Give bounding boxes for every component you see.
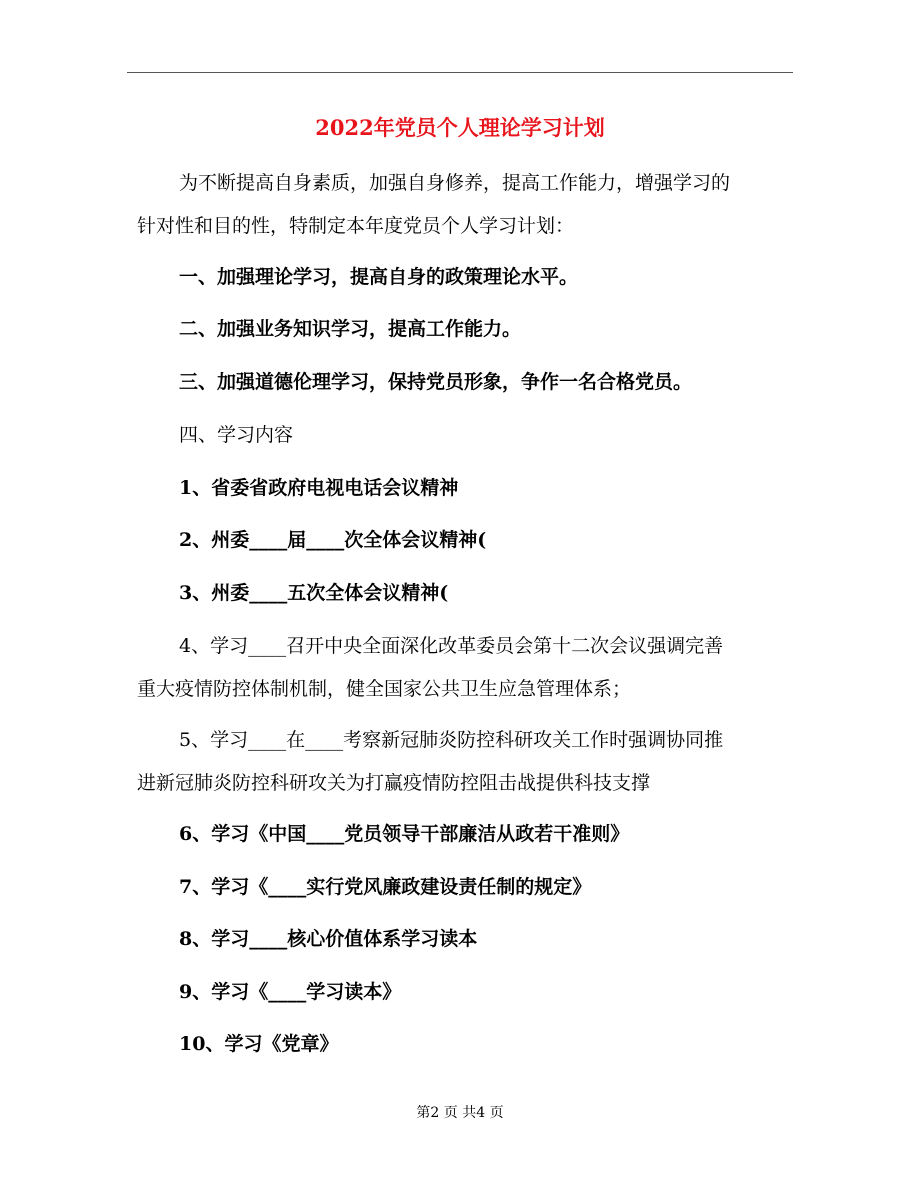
section-heading-4: 四、学习内容 <box>179 424 294 446</box>
list-item-5-line-1: 5、学习____在____考察新冠肺炎防控科研攻关工作时强调协同推 <box>179 729 724 751</box>
list-item-7: 7、学习《____实行党风廉政建设责任制的规定》 <box>179 876 592 898</box>
section-heading-2: 二、加强业务知识学习，提高工作能力。 <box>179 318 522 340</box>
document-title: 2022年党员个人理论学习计划 <box>315 115 605 140</box>
list-item-3: 3、州委____五次全体会议精神( <box>179 582 449 604</box>
page-number-footer: 第2 页 共4 页 <box>416 1105 504 1121</box>
list-item-8: 8、学习____核心价值体系学习读本 <box>179 928 478 950</box>
list-item-1: 1、省委省政府电视电话会议精神 <box>179 477 459 499</box>
list-item-10: 10、学习《党章》 <box>179 1033 339 1055</box>
section-heading-3: 三、加强道德伦理学习，保持党员形象，争作一名合格党员。 <box>179 371 693 393</box>
section-heading-1: 一、加强理论学习，提高自身的政策理论水平。 <box>179 266 579 288</box>
list-item-9: 9、学习《____学习读本》 <box>179 981 402 1003</box>
list-item-5-line-2: 进新冠肺炎防控科研攻关为打赢疫情防控阻击战提供科技支撑 <box>137 772 651 794</box>
intro-line-1: 为不断提高自身素质，加强自身修养，提高工作能力，增强学习的 <box>179 172 731 194</box>
list-item-6: 6、学习《中国____党员领导干部廉洁从政若干准则》 <box>179 823 630 845</box>
list-item-4-line-2: 重大疫情防控体制机制，健全国家公共卫生应急管理体系； <box>137 678 632 700</box>
intro-line-2: 针对性和目的性，特制定本年度党员个人学习计划： <box>137 215 575 237</box>
list-item-4-line-1: 4、学习____召开中央全面深化改革委员会第十二次会议强调完善 <box>179 635 724 657</box>
list-item-2: 2、州委____届____次全体会议精神( <box>179 529 487 551</box>
header-rule <box>127 72 793 73</box>
